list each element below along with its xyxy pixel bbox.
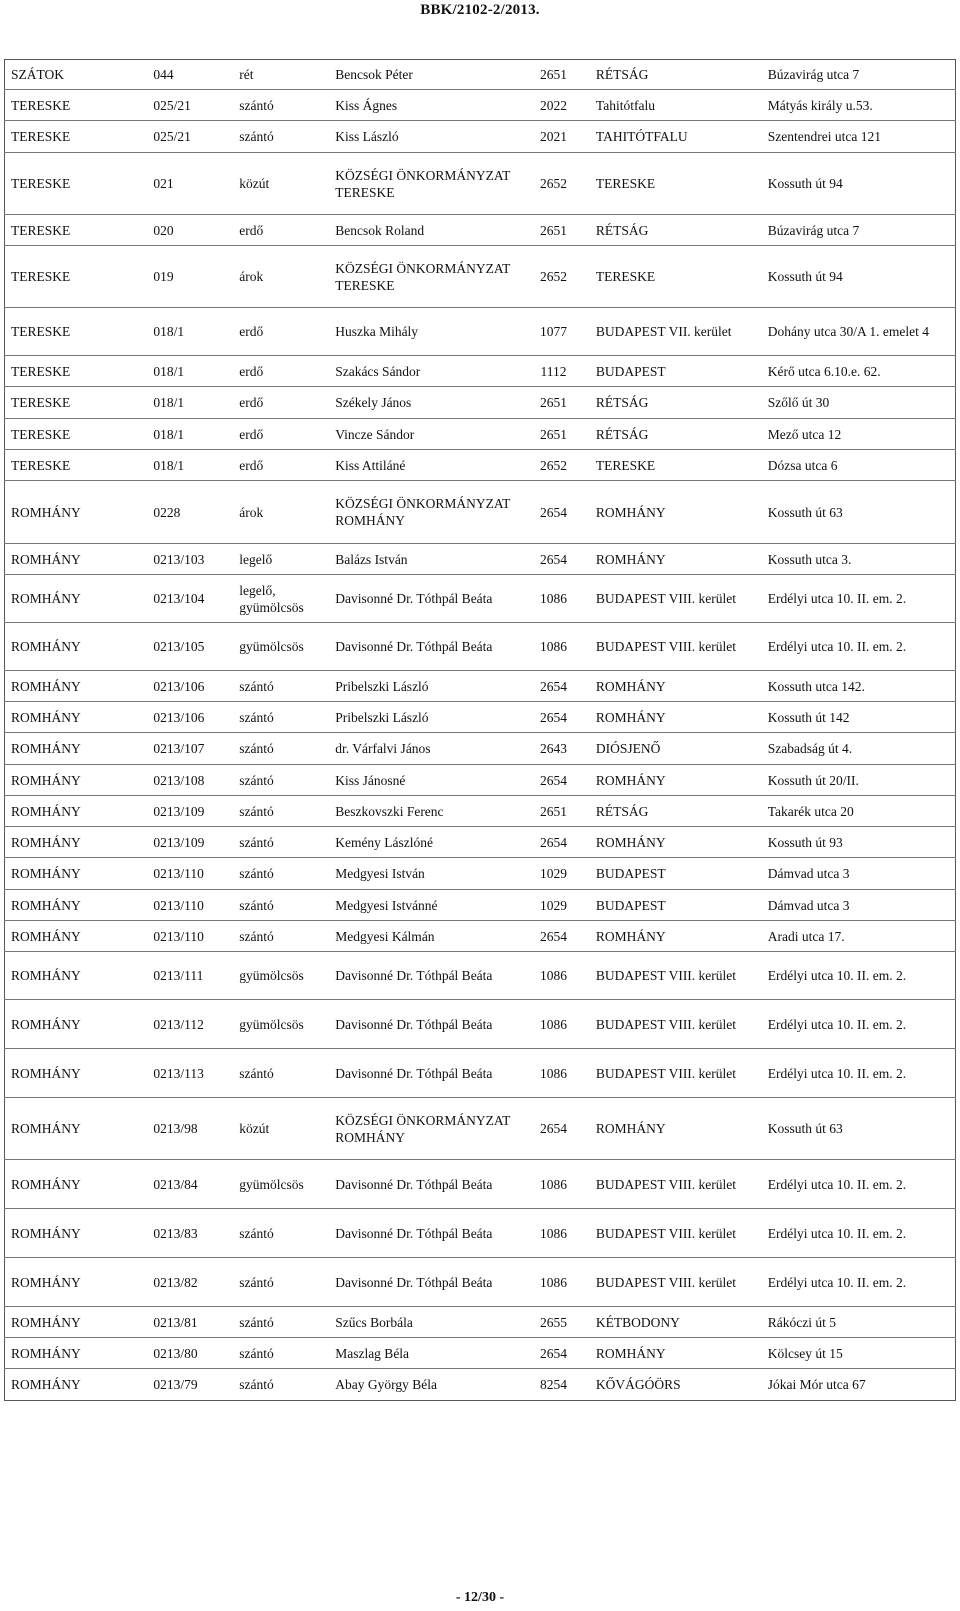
cell-postal-code: 2021 [517, 121, 590, 153]
cell-settlement: ROMHÁNY [5, 1000, 148, 1049]
cell-land-use: szántó [233, 858, 329, 890]
table-row [5, 952, 956, 1000]
cell-parcel-number: 019 [147, 246, 233, 308]
table-row [5, 1338, 956, 1369]
cell-postal-code: 2652 [517, 450, 590, 481]
document-id-header: BBK/2102-2/2013. [420, 2, 540, 18]
cell-postal-code: 1086 [517, 1000, 590, 1049]
table-row [5, 215, 956, 246]
cell-settlement: TERESKE [5, 121, 148, 153]
cell-parcel-number: 0213/111 [147, 952, 233, 1000]
cell-land-use: gyümölcsös [233, 952, 329, 1000]
cell-street-address: Kossuth utca 3. [762, 544, 956, 575]
cell-postal-code: 1112 [517, 356, 590, 387]
table-row [5, 60, 956, 90]
cell-postal-code: 2651 [517, 387, 590, 419]
cell-city: ROMHÁNY [590, 921, 762, 952]
cell-owner-name: Szakács Sándor [329, 356, 517, 387]
cell-owner-name: Bencsok Roland [329, 215, 517, 246]
cell-postal-code: 1086 [517, 1049, 590, 1098]
cell-city: ROMHÁNY [590, 702, 762, 733]
cell-land-use: szántó [233, 796, 329, 827]
table-row [5, 858, 956, 890]
cell-owner-name: Kiss Attiláné [329, 450, 517, 481]
cell-owner-name: Székely János [329, 387, 517, 419]
cell-postal-code: 1077 [517, 308, 590, 356]
table-row [5, 481, 956, 544]
cell-street-address: Dohány utca 30/A 1. emelet 4 [762, 308, 956, 356]
cell-postal-code: 2651 [517, 419, 590, 450]
table-row [5, 121, 956, 153]
cell-parcel-number: 0213/113 [147, 1049, 233, 1098]
cell-land-use: szántó [233, 890, 329, 921]
cell-owner-name: Balázs István [329, 544, 517, 575]
cell-settlement: ROMHÁNY [5, 827, 148, 858]
cell-land-use: erdő [233, 308, 329, 356]
table-row [5, 356, 956, 387]
table-row [5, 387, 956, 419]
cell-city: TAHITÓTFALU [590, 121, 762, 153]
cell-parcel-number: 0213/106 [147, 702, 233, 733]
cell-settlement: TERESKE [5, 215, 148, 246]
cell-settlement: ROMHÁNY [5, 733, 148, 765]
cell-city: ROMHÁNY [590, 827, 762, 858]
table-row [5, 1000, 956, 1049]
cell-street-address: Erdélyi utca 10. II. em. 2. [762, 623, 956, 671]
cell-settlement: ROMHÁNY [5, 544, 148, 575]
table-row [5, 1258, 956, 1307]
cell-postal-code: 2654 [517, 1338, 590, 1369]
cell-parcel-number: 0213/107 [147, 733, 233, 765]
page-number: - 12/30 - [455, 1590, 505, 1605]
cell-city: TERESKE [590, 450, 762, 481]
cell-postal-code: 8254 [517, 1369, 590, 1401]
cell-settlement: ROMHÁNY [5, 1160, 148, 1209]
cell-owner-name: Davisonné Dr. Tóthpál Beáta [329, 1049, 517, 1098]
table-row [5, 623, 956, 671]
table-row [5, 544, 956, 575]
cell-city: ROMHÁNY [590, 481, 762, 544]
cell-parcel-number: 0213/98 [147, 1098, 233, 1160]
cell-postal-code: 2651 [539, 67, 567, 82]
cell-owner-name: Davisonné Dr. Tóthpál Beáta [329, 1160, 517, 1209]
cell-land-use: gyümölcsös [233, 623, 329, 671]
cell-postal-code: 1029 [517, 890, 590, 921]
table-row [5, 1209, 956, 1258]
cell-street-address: Kossuth út 63 [762, 481, 956, 544]
cell-city: ROMHÁNY [590, 1098, 762, 1160]
cell-parcel-number: 021 [147, 153, 233, 215]
cell-postal-code: 2654 [517, 921, 590, 952]
cell-settlement: SZÁTOK [11, 67, 65, 82]
cell-city: KŐVÁGÓÖRS [590, 1369, 762, 1401]
cell-postal-code: 2654 [517, 671, 590, 702]
cell-postal-code: 2022 [517, 90, 590, 121]
cell-land-use: szántó [233, 1307, 329, 1338]
cell-land-use: erdő [233, 215, 329, 246]
cell-owner-name: Davisonné Dr. Tóthpál Beáta [329, 1000, 517, 1049]
cell-settlement: ROMHÁNY [5, 858, 148, 890]
cell-city: BUDAPEST [590, 356, 762, 387]
cell-owner-name: KÖZSÉGI ÖNKORMÁNYZAT ROMHÁNY [329, 481, 517, 544]
cell-city: ROMHÁNY [590, 544, 762, 575]
cell-street-address: Kossuth út 94 [762, 153, 956, 215]
cell-settlement: ROMHÁNY [5, 1209, 148, 1258]
cell-settlement: ROMHÁNY [5, 765, 148, 796]
cell-postal-code: 2654 [517, 544, 590, 575]
cell-land-use: gyümölcsös [233, 1000, 329, 1049]
cell-city: KÉTBODONY [590, 1307, 762, 1338]
cell-land-use: szántó [233, 733, 329, 765]
cell-street-address: Aradi utca 17. [762, 921, 956, 952]
cell-settlement: ROMHÁNY [5, 1258, 148, 1307]
cell-settlement: ROMHÁNY [5, 1369, 148, 1401]
cell-land-use: árok [233, 246, 329, 308]
cell-parcel-number: 0228 [147, 481, 233, 544]
cell-street-address: Dózsa utca 6 [762, 450, 956, 481]
cell-street-address: Kölcsey út 15 [762, 1338, 956, 1369]
cell-owner-name: Szűcs Borbála [329, 1307, 517, 1338]
cell-land-use: szántó [233, 1258, 329, 1307]
cell-postal-code: 2655 [517, 1307, 590, 1338]
cell-parcel-number: 044 [153, 67, 174, 82]
cell-settlement: TERESKE [5, 387, 148, 419]
cell-owner-name: Vincze Sándor [329, 419, 517, 450]
cell-owner-name: Medgyesi István [329, 858, 517, 890]
cell-postal-code: 2651 [517, 215, 590, 246]
cell-street-address: Szőlő út 30 [762, 387, 956, 419]
table-row [5, 90, 956, 121]
cell-city: TERESKE [590, 153, 762, 215]
cell-parcel-number: 018/1 [147, 387, 233, 419]
cell-land-use: legelő, gyümölcsös [233, 575, 329, 623]
cell-postal-code: 1029 [517, 858, 590, 890]
cell-parcel-number: 0213/108 [147, 765, 233, 796]
cell-land-use: szántó [233, 121, 329, 153]
cell-settlement: ROMHÁNY [5, 1338, 148, 1369]
cell-parcel-number: 0213/105 [147, 623, 233, 671]
cell-city: BUDAPEST VIII. kerület [590, 952, 762, 1000]
table-row [5, 1160, 956, 1209]
cell-owner-name: Davisonné Dr. Tóthpál Beáta [329, 952, 517, 1000]
table-row [5, 796, 956, 827]
cell-city: BUDAPEST VIII. kerület [590, 575, 762, 623]
cell-city: RÉTSÁG [590, 419, 762, 450]
cell-land-use: szántó [233, 765, 329, 796]
cell-street-address: Rákóczi út 5 [762, 1307, 956, 1338]
cell-settlement: TERESKE [5, 308, 148, 356]
cell-parcel-number: 0213/112 [147, 1000, 233, 1049]
cell-postal-code: 2654 [517, 765, 590, 796]
cell-parcel-number: 025/21 [147, 121, 233, 153]
cell-owner-name: Kemény Lászlóné [329, 827, 517, 858]
table-row [5, 246, 956, 308]
table-row [5, 575, 956, 623]
cell-city: DIÓSJENŐ [590, 733, 762, 765]
cell-street-address: Mátyás király u.53. [762, 90, 956, 121]
table-row [5, 450, 956, 481]
cell-owner-name: Kiss Jánosné [329, 765, 517, 796]
cell-owner-name: Pribelszki László [329, 702, 517, 733]
cell-street-address: Jókai Mór utca 67 [762, 1369, 956, 1401]
cell-postal-code: 2652 [517, 153, 590, 215]
cell-settlement: ROMHÁNY [5, 1049, 148, 1098]
table-row [5, 765, 956, 796]
cell-land-use: erdő [233, 356, 329, 387]
cell-street-address: Kossuth út 20/II. [762, 765, 956, 796]
cell-postal-code: 2654 [517, 702, 590, 733]
cell-street-address: Erdélyi utca 10. II. em. 2. [762, 575, 956, 623]
cell-owner-name: Kiss Ágnes [329, 90, 517, 121]
cell-owner-name: Abay György Béla [329, 1369, 517, 1401]
table-row [5, 153, 956, 215]
cell-settlement: ROMHÁNY [5, 623, 148, 671]
cell-postal-code: 1086 [517, 623, 590, 671]
cell-land-use: szántó [233, 827, 329, 858]
cell-street-address: Kossuth út 94 [762, 246, 956, 308]
cell-street-address: Erdélyi utca 10. II. em. 2. [762, 1049, 956, 1098]
cell-street-address: Kérő utca 6.10.e. 62. [762, 356, 956, 387]
cell-settlement: ROMHÁNY [5, 890, 148, 921]
cell-land-use: erdő [233, 450, 329, 481]
cell-street-address: Dámvad utca 3 [762, 858, 956, 890]
cell-settlement: TERESKE [5, 90, 148, 121]
cell-city: BUDAPEST VIII. kerület [590, 1258, 762, 1307]
cell-street-address: Kossuth út 93 [762, 827, 956, 858]
table-row [5, 1049, 956, 1098]
cell-street-address: Szentendrei utca 121 [762, 121, 956, 153]
cell-land-use: szántó [233, 671, 329, 702]
cell-parcel-number: 0213/83 [147, 1209, 233, 1258]
cell-owner-name: Davisonné Dr. Tóthpál Beáta [329, 1209, 517, 1258]
cell-postal-code: 1086 [517, 575, 590, 623]
cell-settlement: ROMHÁNY [5, 952, 148, 1000]
cell-owner-name: dr. Várfalvi János [329, 733, 517, 765]
cell-postal-code: 2652 [517, 246, 590, 308]
cell-street-address: Kossuth utca 142. [762, 671, 956, 702]
cell-postal-code: 1086 [517, 952, 590, 1000]
cell-city: RÉTSÁG [590, 215, 762, 246]
cell-owner-name: Medgyesi Kálmán [329, 921, 517, 952]
table-row [5, 827, 956, 858]
cell-city: BUDAPEST [590, 858, 762, 890]
cell-parcel-number: 0213/103 [147, 544, 233, 575]
cell-land-use: szántó [233, 1369, 329, 1401]
cell-city: BUDAPEST VIII. kerület [590, 1160, 762, 1209]
cell-land-use: erdő [233, 387, 329, 419]
cell-street-address: Kossuth út 63 [762, 1098, 956, 1160]
cell-land-use: erdő [233, 419, 329, 450]
cell-postal-code: 2654 [517, 1098, 590, 1160]
cell-settlement: ROMHÁNY [5, 796, 148, 827]
cell-owner-name: Davisonné Dr. Tóthpál Beáta [329, 1258, 517, 1307]
cell-parcel-number: 0213/110 [147, 858, 233, 890]
cell-city: ROMHÁNY [590, 671, 762, 702]
cell-owner-name: Beszkovszki Ferenc [329, 796, 517, 827]
cell-parcel-number: 018/1 [147, 450, 233, 481]
cell-street-address: Erdélyi utca 10. II. em. 2. [762, 1000, 956, 1049]
cell-land-use: gyümölcsös [233, 1160, 329, 1209]
cell-postal-code: 1086 [517, 1160, 590, 1209]
cell-settlement: TERESKE [5, 356, 148, 387]
cell-parcel-number: 0213/106 [147, 671, 233, 702]
cell-parcel-number: 018/1 [147, 356, 233, 387]
cell-parcel-number: 0213/81 [147, 1307, 233, 1338]
cell-parcel-number: 0213/84 [147, 1160, 233, 1209]
cell-parcel-number: 0213/82 [147, 1258, 233, 1307]
cell-city: RÉTSÁG [595, 67, 649, 82]
cell-settlement: ROMHÁNY [5, 702, 148, 733]
cell-settlement: TERESKE [5, 153, 148, 215]
cell-settlement: ROMHÁNY [5, 921, 148, 952]
cell-land-use: árok [233, 481, 329, 544]
cell-street-address: Mező utca 12 [762, 419, 956, 450]
cell-parcel-number: 0213/110 [147, 921, 233, 952]
cell-parcel-number: 018/1 [147, 419, 233, 450]
table-row [5, 308, 956, 356]
cell-owner-name: Davisonné Dr. Tóthpál Beáta [329, 623, 517, 671]
cell-parcel-number: 018/1 [147, 308, 233, 356]
cell-street-address: Erdélyi utca 10. II. em. 2. [762, 1160, 956, 1209]
table-row [5, 921, 956, 952]
cell-parcel-number: 0213/104 [147, 575, 233, 623]
table-row [5, 419, 956, 450]
cell-settlement: ROMHÁNY [5, 1307, 148, 1338]
cell-owner-name: Maszlag Béla [329, 1338, 517, 1369]
cell-parcel-number: 0213/109 [147, 827, 233, 858]
cell-owner-name: Davisonné Dr. Tóthpál Beáta [329, 575, 517, 623]
cell-land-use: szántó [233, 1049, 329, 1098]
cell-settlement: TERESKE [5, 450, 148, 481]
cell-owner-name: KÖZSÉGI ÖNKORMÁNYZAT ROMHÁNY [329, 1098, 517, 1160]
cell-land-use: szántó [233, 702, 329, 733]
cell-postal-code: 1086 [517, 1209, 590, 1258]
cell-owner-name: Pribelszki László [329, 671, 517, 702]
table-row [5, 1369, 956, 1401]
cell-street-address: Kossuth út 142 [762, 702, 956, 733]
cell-owner-name: Huszka Mihály [329, 308, 517, 356]
cell-land-use: szántó [233, 1209, 329, 1258]
cell-city: BUDAPEST [590, 890, 762, 921]
cell-postal-code: 2651 [517, 796, 590, 827]
cell-city: ROMHÁNY [590, 765, 762, 796]
cell-city: BUDAPEST VIII. kerület [590, 623, 762, 671]
table-row [5, 1098, 956, 1160]
cell-land-use: szántó [233, 921, 329, 952]
cell-street-address: Dámvad utca 3 [762, 890, 956, 921]
cell-settlement: TERESKE [5, 246, 148, 308]
cell-street-address: Erdélyi utca 10. II. em. 2. [762, 1258, 956, 1307]
cell-street-address: Takarék utca 20 [762, 796, 956, 827]
cell-land-use: szántó [233, 90, 329, 121]
cell-parcel-number: 025/21 [147, 90, 233, 121]
cell-street-address: Szabadság út 4. [762, 733, 956, 765]
cell-parcel-number: 0213/79 [147, 1369, 233, 1401]
cell-postal-code: 2654 [517, 481, 590, 544]
cell-settlement: ROMHÁNY [5, 481, 148, 544]
cell-street-address: Erdélyi utca 10. II. em. 2. [762, 952, 956, 1000]
cell-city: TERESKE [590, 246, 762, 308]
cell-land-use: közút [233, 153, 329, 215]
cell-city: BUDAPEST VII. kerület [590, 308, 762, 356]
cell-settlement: ROMHÁNY [5, 575, 148, 623]
cell-city: RÉTSÁG [590, 796, 762, 827]
cell-settlement: TERESKE [5, 419, 148, 450]
table-row [5, 1307, 956, 1338]
cell-city: BUDAPEST VIII. kerület [590, 1000, 762, 1049]
cell-street-address: Erdélyi utca 10. II. em. 2. [762, 1209, 956, 1258]
cell-postal-code: 2654 [517, 827, 590, 858]
cell-owner-name: Medgyesi Istvánné [329, 890, 517, 921]
cell-settlement: ROMHÁNY [5, 1098, 148, 1160]
cell-city: ROMHÁNY [590, 1338, 762, 1369]
cell-settlement: ROMHÁNY [5, 671, 148, 702]
cell-street-address: Búzavirág utca 7 [767, 67, 860, 82]
cell-parcel-number: 0213/110 [147, 890, 233, 921]
cell-owner-name: Kiss László [329, 121, 517, 153]
cell-owner-name: Bencsok Péter [335, 67, 413, 82]
cell-parcel-number: 0213/109 [147, 796, 233, 827]
cell-street-address: Búzavirág utca 7 [762, 215, 956, 246]
cell-parcel-number: 0213/80 [147, 1338, 233, 1369]
cell-land-use: rét [239, 67, 254, 82]
cell-postal-code: 2643 [517, 733, 590, 765]
cell-city: Tahitótfalu [590, 90, 762, 121]
cell-city: BUDAPEST VIII. kerület [590, 1209, 762, 1258]
cell-postal-code: 1086 [517, 1258, 590, 1307]
table-row [5, 671, 956, 702]
cell-owner-name: KÖZSÉGI ÖNKORMÁNYZAT TERESKE [329, 246, 517, 308]
cell-parcel-number: 020 [147, 215, 233, 246]
cell-city: RÉTSÁG [590, 387, 762, 419]
table-row [5, 890, 956, 921]
cell-land-use: közút [233, 1098, 329, 1160]
table-row [5, 702, 956, 733]
table-row [5, 733, 956, 765]
cell-city: BUDAPEST VIII. kerület [590, 1049, 762, 1098]
landowner-table [4, 59, 956, 1401]
cell-land-use: szántó [233, 1338, 329, 1369]
cell-land-use: legelő [233, 544, 329, 575]
cell-owner-name: KÖZSÉGI ÖNKORMÁNYZAT TERESKE [329, 153, 517, 215]
